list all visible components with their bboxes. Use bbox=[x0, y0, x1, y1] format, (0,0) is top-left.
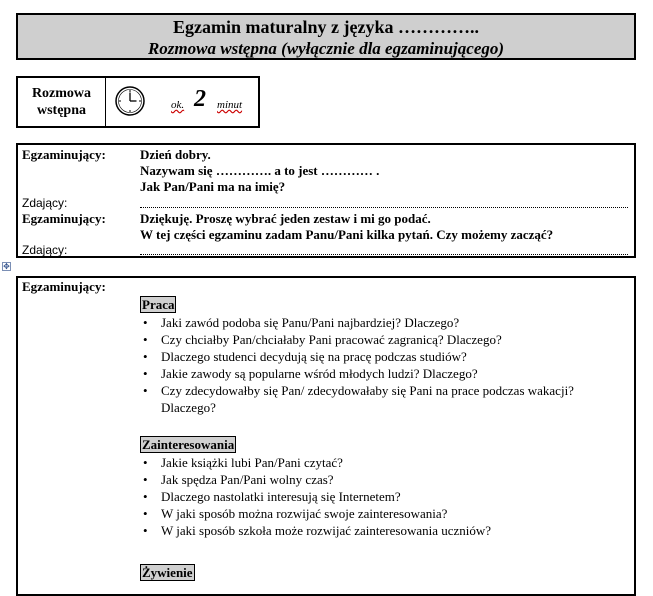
question-item: • W jaki sposób szkoła może rozwijać zainteresowania uczniów? bbox=[140, 522, 628, 539]
question-item: • Jak spędza Pan/Pani wolny czas? bbox=[140, 471, 628, 488]
time-approx: ok. bbox=[171, 99, 185, 111]
exam-title: Egzamin maturalny z języka ………….. bbox=[173, 17, 479, 37]
question-item: • Dlaczego studenci decydują się na pracę podczas studiów? bbox=[140, 348, 628, 365]
intro-label-line2: wstępna bbox=[36, 103, 86, 118]
student-label: Zdający: bbox=[22, 243, 68, 257]
section-title: Praca bbox=[142, 297, 175, 312]
answer-line bbox=[140, 253, 628, 255]
exam-subtitle: Rozmowa wstępna (wyłącznie dla egzaminującego) bbox=[147, 39, 505, 58]
exam-header bbox=[16, 13, 636, 60]
student-label: Zdający: bbox=[22, 196, 68, 210]
section-zywienie bbox=[140, 564, 628, 582]
intro-timing bbox=[106, 78, 258, 126]
intro-dialogue-box bbox=[16, 143, 636, 258]
examiner-label: Egzaminujący: bbox=[22, 147, 106, 162]
answer-line bbox=[140, 206, 628, 208]
dialogue-line: Jak Pan/Pani ma na imię? bbox=[140, 179, 286, 194]
question-item: • Jakie zawody są popularne wśród młodych ludzi? Dlaczego? bbox=[140, 365, 628, 382]
time-unit: minut bbox=[217, 99, 243, 111]
question-item: • Czy zdecydowałby się Pan/ zdecydowałaby się Pani na prace podczas wakacji? Dlaczego? bbox=[140, 382, 628, 416]
clock-icon bbox=[114, 85, 146, 117]
section-title: Zainteresowania bbox=[142, 437, 235, 452]
examiner-label: Egzaminujący: bbox=[22, 279, 106, 294]
section-praca bbox=[140, 296, 628, 416]
examiner-label: Egzaminujący: bbox=[22, 211, 106, 226]
question-list bbox=[140, 314, 628, 416]
question-item: • Czy chciałby Pan/chciałaby Pani pracować zagranicą? Dlaczego? bbox=[140, 331, 628, 348]
question-item: • Jakie książki lubi Pan/Pani czytać? bbox=[140, 454, 628, 471]
questions-box bbox=[16, 276, 636, 596]
time-minutes: 2 bbox=[194, 86, 206, 112]
question-item: • W jaki sposób można rozwijać swoje zainteresowania? bbox=[140, 505, 628, 522]
intro-label-line1: Rozmowa bbox=[31, 86, 92, 101]
intro-label bbox=[18, 78, 106, 126]
question-item: • Jaki zawód podoba się Panu/Pani najbardziej? Dlaczego? bbox=[140, 314, 628, 331]
question-item: • Dlaczego nastolatki interesują się Internetem? bbox=[140, 488, 628, 505]
question-list bbox=[140, 454, 628, 539]
intro-timing-box bbox=[16, 76, 260, 128]
dialogue-line: W tej części egzaminu zadam Panu/Pani kilka pytań. Czy możemy zacząć? bbox=[140, 227, 554, 242]
dialogue-line: Nazywam się …………. a to jest ………… . bbox=[140, 163, 380, 178]
section-title: Żywienie bbox=[142, 565, 193, 580]
move-handle-icon[interactable]: ✥ bbox=[3, 262, 10, 271]
section-zainteresowania bbox=[140, 436, 628, 539]
dialogue-line: Dzień dobry. bbox=[140, 147, 211, 162]
dialogue-line: Dziękuję. Proszę wybrać jeden zestaw i mi go podać. bbox=[140, 211, 431, 226]
